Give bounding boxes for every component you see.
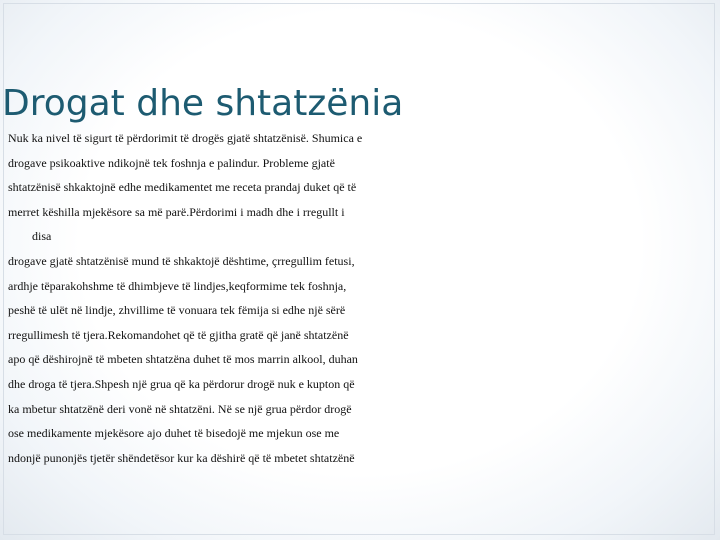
body-line: shtatzënisë shkaktojnë edhe medikamentet me receta prandaj duket që të [8, 180, 357, 195]
body-line: drogave gjatë shtatzënisë mund të shkaktojë dështime, çrregullim fetusi, [8, 253, 355, 268]
body-line: ka mbetur shtatzënë deri vonë në shtatzëni. Në se një grua përdor drogë [8, 401, 352, 416]
body-line: ose medikamente mjekësore ajo duhet të bisedojë me mjekun ose me [8, 426, 340, 441]
body-line: merret këshilla mjekësore sa më parë.Përdorimi i madh dhe i rregullt i [8, 204, 345, 219]
body-line: dhe droga të tjera.Shpesh një grua që ka përdorur drogë nuk e kupton që [8, 376, 355, 391]
body-line: apo që dëshirojnë të mbeten shtatzëna duhet të mos marrin alkool, duhan [8, 352, 358, 367]
body-line: disa [32, 229, 52, 244]
slide-title: Drogat dhe shtatzënia [2, 83, 404, 124]
body-line: ardhje tëparakohshme të dhimbjeve të lindjes,keqformime tek foshnja, [8, 278, 347, 293]
slide-body [8, 126, 714, 470]
body-line: rregullimesh të tjera.Rekomandohet që të gjitha gratë që janë shtatzënë [8, 327, 349, 342]
body-line: ndonjë punonjës tjetër shëndetësor kur ka dëshirë që të mbetet shtatzënë [8, 450, 355, 465]
body-line: Nuk ka nivel të sigurt të përdorimit të drogës gjatë shtatzënisë. Shumica e [8, 131, 363, 145]
body-line: peshë të ulët në lindje, zhvillime të vonuara tek fëmija si edhe një sërë [8, 303, 346, 318]
body-line: drogave psikoaktive ndikojnë tek foshnja e palindur. Probleme gjatë [8, 155, 335, 170]
